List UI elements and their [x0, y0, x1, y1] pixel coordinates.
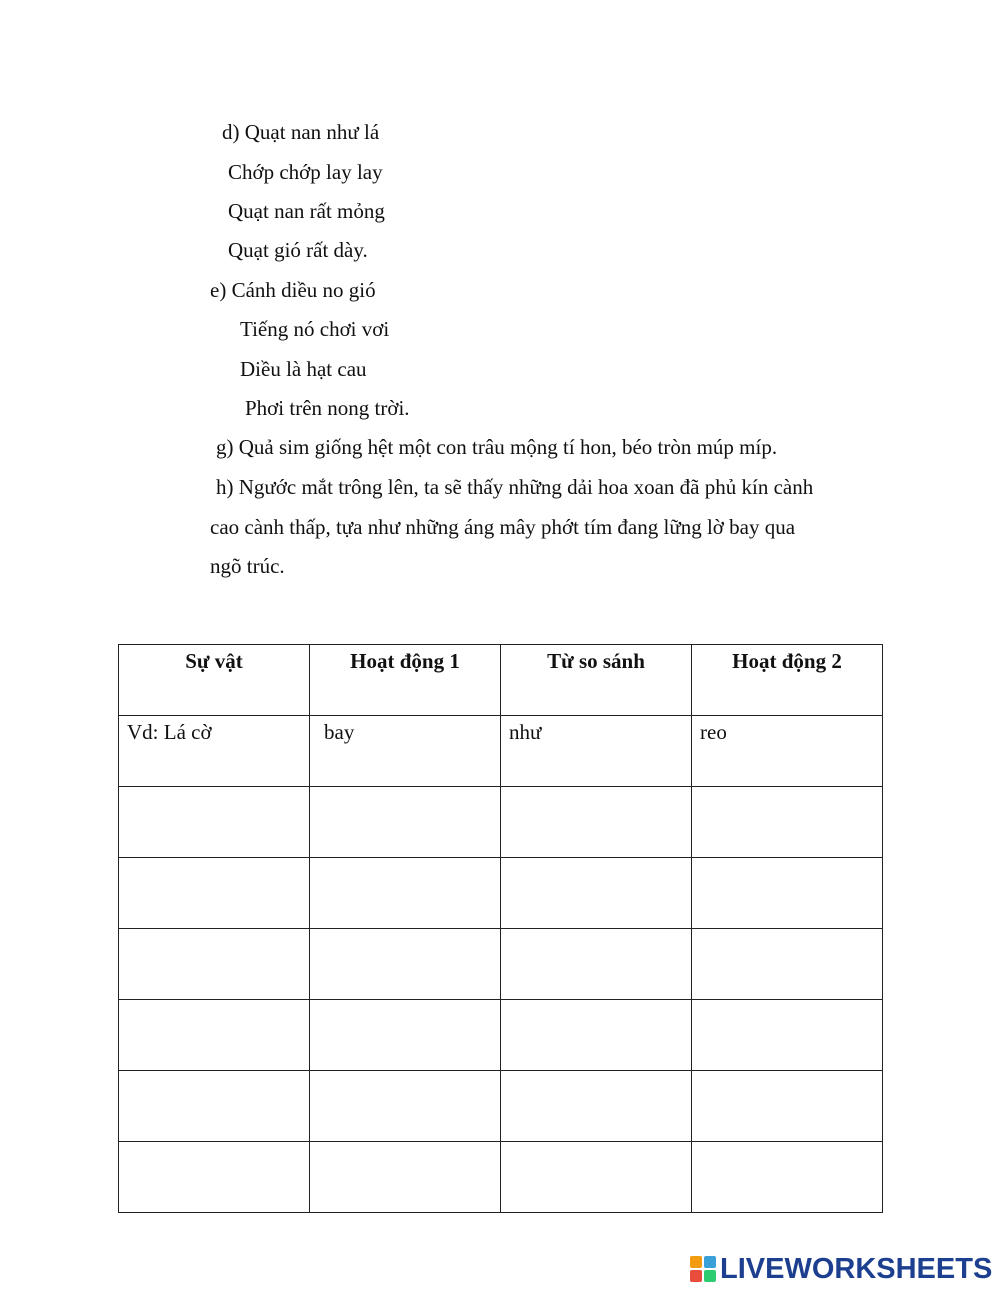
- poem-e-line-1: e) Cánh diều no gió: [210, 278, 376, 302]
- example-su-vat: Vd: Lá cờ: [119, 716, 310, 787]
- header-su-vat: Sự vật: [119, 645, 310, 716]
- poem-d-line-4: Quạt gió rất dày.: [228, 238, 368, 262]
- answer-cell[interactable]: [692, 1142, 883, 1213]
- answer-cell[interactable]: [119, 1000, 310, 1071]
- answer-cell[interactable]: [119, 858, 310, 929]
- answer-cell[interactable]: [692, 1071, 883, 1142]
- answer-cell[interactable]: [310, 929, 501, 1000]
- poem-e-line-3: Diều là hạt cau: [240, 357, 367, 381]
- header-hoat-dong-1: Hoạt động 1: [310, 645, 501, 716]
- brand-name: LIVEWORKSHEETS: [720, 1253, 993, 1285]
- poem-d-line-1: d) Quạt nan như lá: [222, 120, 380, 144]
- logo-square: [690, 1256, 702, 1268]
- answer-cell[interactable]: [692, 858, 883, 929]
- poem-d-line-2: Chớp chớp lay lay: [228, 160, 383, 184]
- table-row: [119, 1142, 883, 1213]
- example-hoat-dong-2: reo: [692, 716, 883, 787]
- table-row-example: [119, 716, 883, 787]
- poem-e-line-4: Phơi trên nong trời.: [245, 396, 410, 420]
- header-hoat-dong-2: Hoạt động 2: [692, 645, 883, 716]
- answer-cell[interactable]: [310, 1071, 501, 1142]
- table-header-row: [119, 645, 883, 716]
- answer-cell[interactable]: [501, 929, 692, 1000]
- table-row: [119, 1071, 883, 1142]
- answer-cell[interactable]: [692, 929, 883, 1000]
- sentence-h-line-3: ngõ trúc.: [210, 554, 285, 578]
- answer-cell[interactable]: [119, 787, 310, 858]
- example-hoat-dong-1: bay: [310, 716, 501, 787]
- answer-cell[interactable]: [501, 858, 692, 929]
- comparison-table: [118, 644, 883, 1213]
- sentence-h-line-2: cao cành thấp, tựa như những áng mây phớt tím đang lững lờ bay qua: [210, 515, 796, 539]
- sentence-g: g) Quả sim giống hệt một con trâu mộng tí hon, béo tròn múp míp.: [216, 435, 778, 459]
- answer-cell[interactable]: [310, 858, 501, 929]
- logo-square: [704, 1256, 716, 1268]
- poem-d-line-3: Quạt nan rất mỏng: [228, 199, 385, 223]
- answer-cell[interactable]: [501, 1000, 692, 1071]
- logo-square: [690, 1270, 702, 1282]
- answer-cell[interactable]: [310, 1000, 501, 1071]
- example-tu-so-sanh: như: [501, 716, 692, 787]
- answer-cell[interactable]: [310, 787, 501, 858]
- sentence-h-line-1: h) Ngước mắt trông lên, ta sẽ thấy những dải hoa xoan đã phủ kín cành: [216, 475, 814, 499]
- answer-cell[interactable]: [310, 1142, 501, 1213]
- table-row: [119, 787, 883, 858]
- liveworksheets-logo-icon: [690, 1256, 716, 1282]
- answer-cell[interactable]: [119, 929, 310, 1000]
- answer-cell[interactable]: [501, 787, 692, 858]
- answer-cell[interactable]: [692, 1000, 883, 1071]
- logo-square: [704, 1270, 716, 1282]
- table-row: [119, 1000, 883, 1071]
- poem-e-line-2: Tiếng nó chơi vơi: [240, 317, 390, 341]
- answer-cell[interactable]: [501, 1142, 692, 1213]
- answer-cell[interactable]: [119, 1071, 310, 1142]
- answer-cell[interactable]: [119, 1142, 310, 1213]
- liveworksheets-brand: [690, 1252, 992, 1286]
- table-row: [119, 929, 883, 1000]
- answer-cell[interactable]: [501, 1071, 692, 1142]
- answer-cell[interactable]: [692, 787, 883, 858]
- table-row: [119, 858, 883, 929]
- header-tu-so-sanh: Từ so sánh: [501, 645, 692, 716]
